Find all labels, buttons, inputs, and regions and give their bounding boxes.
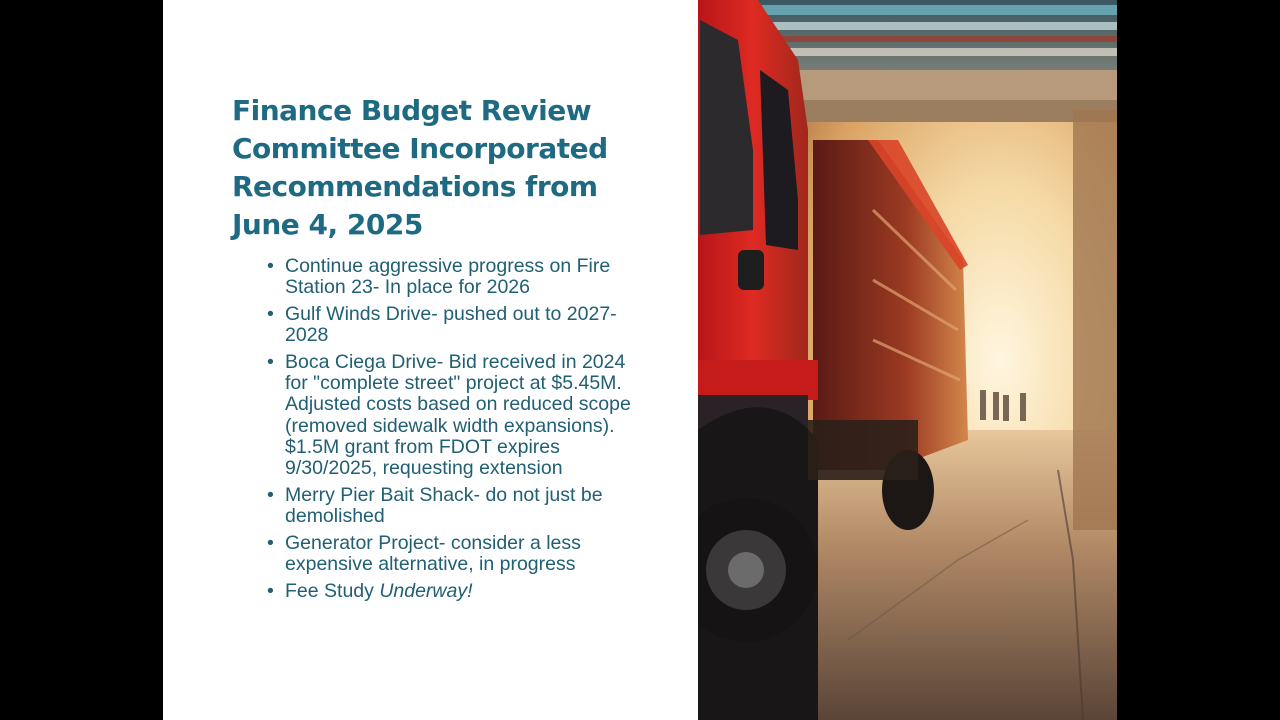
bullet-list (267, 256, 637, 607)
bullet-text: Continue aggressive progress on Fire Station 23- In place for 2026 (285, 255, 611, 299)
slide-title: Finance Budget Review Committee Incorporated Recommendations from June 4, 2025 (232, 94, 608, 241)
fire-truck-photo (698, 0, 1117, 720)
bullet-item (267, 581, 637, 602)
bullet-item (267, 485, 637, 528)
slide (163, 0, 1117, 720)
bullet-text: Gulf Winds Drive- pushed out to 2027-2028 (285, 302, 617, 347)
bullet-item (267, 533, 637, 576)
bullet-item (267, 304, 637, 347)
bullet-text: Boca Ciega Drive- Bid received in 2024 for "complete street" project at $5.45M. Adjusted costs based on reduced scope (removed sidewalk width expansions). $1.5M grant from FDOT expires 9/30/2025, requesting extension (285, 350, 631, 480)
text-panel (163, 0, 698, 720)
bullet-item (267, 352, 637, 480)
fire-truck-illustration (698, 0, 1117, 720)
bullet-text: Fee Study (285, 579, 380, 602)
bullet-item (267, 256, 637, 299)
bullet-text: Generator Project- consider a less expensive alternative, in progress (285, 531, 581, 576)
bullet-text: Merry Pier Bait Shack- do not just be demolished (285, 483, 603, 528)
bullet-emphasis: Underway! (379, 579, 473, 602)
